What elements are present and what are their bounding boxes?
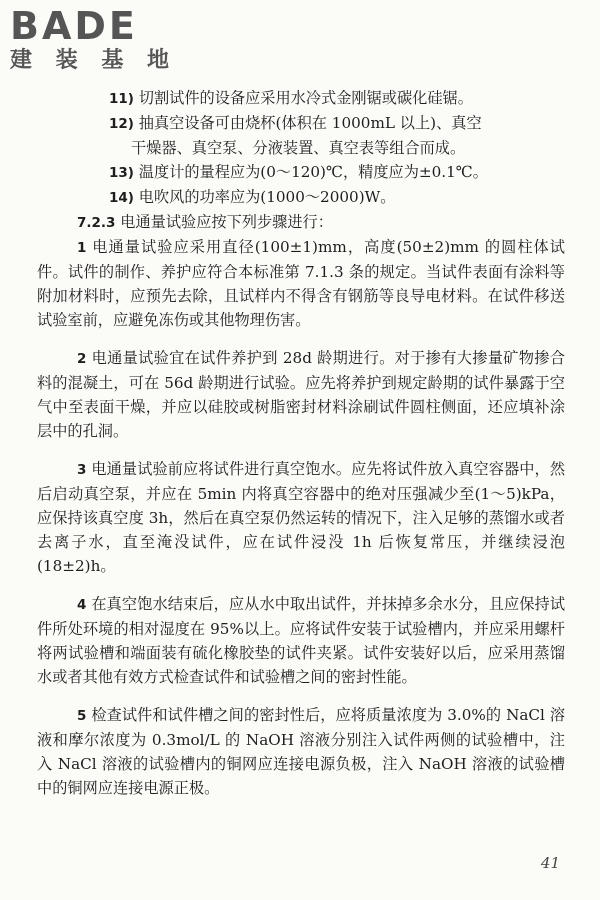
item-text: 电吹风的功率应为(1000～2000)W。	[138, 188, 396, 206]
item-text: 抽真空设备可由烧杯(体积在 1000mL 以上)、真空	[138, 114, 482, 132]
section-title: 电通量试验应按下列步骤进行：	[120, 213, 333, 231]
paragraph-text: 电通量试验应采用直径(100±1)mm，高度(50±2)mm 的圆柱体试件。试件的制作、养护应符合本标准第 7.1.3 条的规定。当试件表面有涂料等附加材料时，应预先去除，且试样内不得含有钢筋等良导电材料。在试件移送试验室前，应避免冻伤或其他物理伤害。	[37, 238, 565, 329]
paragraph	[37, 457, 565, 578]
bade-logo	[10, 6, 180, 86]
paragraph-number: 4	[77, 597, 87, 613]
list-item	[37, 111, 565, 160]
logo-wordmark: BADE	[10, 4, 138, 48]
paragraph-number: 2	[77, 351, 87, 367]
section-heading	[37, 210, 565, 235]
paragraph-number: 1	[77, 240, 87, 256]
item-number: 13)	[109, 165, 134, 181]
list-item	[37, 160, 565, 185]
paragraph	[37, 346, 565, 443]
item-number: 14)	[109, 190, 134, 206]
section-number: 7.2.3	[77, 215, 116, 231]
item-text: 切割试件的设备应采用水冷式金刚锯或碳化硅锯。	[138, 89, 473, 107]
item-text-continued: 干燥器、真空泵、分液装置、真空表等组合而成。	[131, 139, 466, 157]
paragraph-text: 检查试件和试件槽之间的密封性后，应将质量浓度为 3.0%的 NaCl 溶液和摩尔浓度为 0.3mol/L 的 NaOH 溶液分别注入试件两侧的试验槽中，注入 NaCl 溶液的试验槽内的铜网应连接电源负极，注入 NaOH 溶液的试验槽中的铜网应连接电源正极。	[37, 706, 566, 797]
item-text: 温度计的量程应为(0～120)℃，精度应为±0.1℃。	[138, 163, 488, 181]
item-number: 11)	[109, 91, 134, 107]
list-item	[37, 86, 565, 111]
paragraph-number: 5	[77, 708, 87, 724]
paragraph	[37, 703, 565, 800]
paragraph	[37, 592, 565, 689]
logo-subtitle: 建 装 基 地	[10, 48, 177, 73]
list-item	[37, 185, 565, 210]
paragraph	[37, 235, 565, 332]
item-number: 12)	[109, 116, 134, 132]
paragraph-text: 电通量试验宜在试件养护到 28d 龄期进行。对于掺有大掺量矿物掺合料的混凝土，可在 56d 龄期进行试验。应先将养护到规定龄期的试件暴露于空气中至表面干燥，并应以硅胶或树脂密封材料涂刷试件圆柱侧面，还应填补涂层中的孔洞。	[37, 349, 566, 440]
page-number: 41	[540, 854, 560, 872]
paragraph-text: 在真空饱水结束后，应从水中取出试件，并抹掉多余水分，且应保持试件所处环境的相对湿度在 95%以上。应将试件安装于试验槽内，并应采用螺杆将两试验槽和端面装有硫化橡胶垫的试件夹紧。试件安装好以后，应采用蒸馏水或者其他有效方式检查试件和试验槽之间的密封性能。	[37, 595, 566, 686]
body-text	[37, 86, 565, 800]
paragraph-number: 3	[77, 462, 87, 478]
paragraph-text: 电通量试验前应将试件进行真空饱水。应先将试件放入真空容器中，然后启动真空泵，并应在 5min 内将真空容器中的绝对压强减少至(1～5)kPa，应保持该真空度 3h，然后在真空泵仍然运转的情况下，注入足够的蒸馏水或者去离子水，直至淹没试件，应在试件浸没 1h 后恢复常压，并继续浸泡(18±2)h。	[37, 460, 566, 575]
